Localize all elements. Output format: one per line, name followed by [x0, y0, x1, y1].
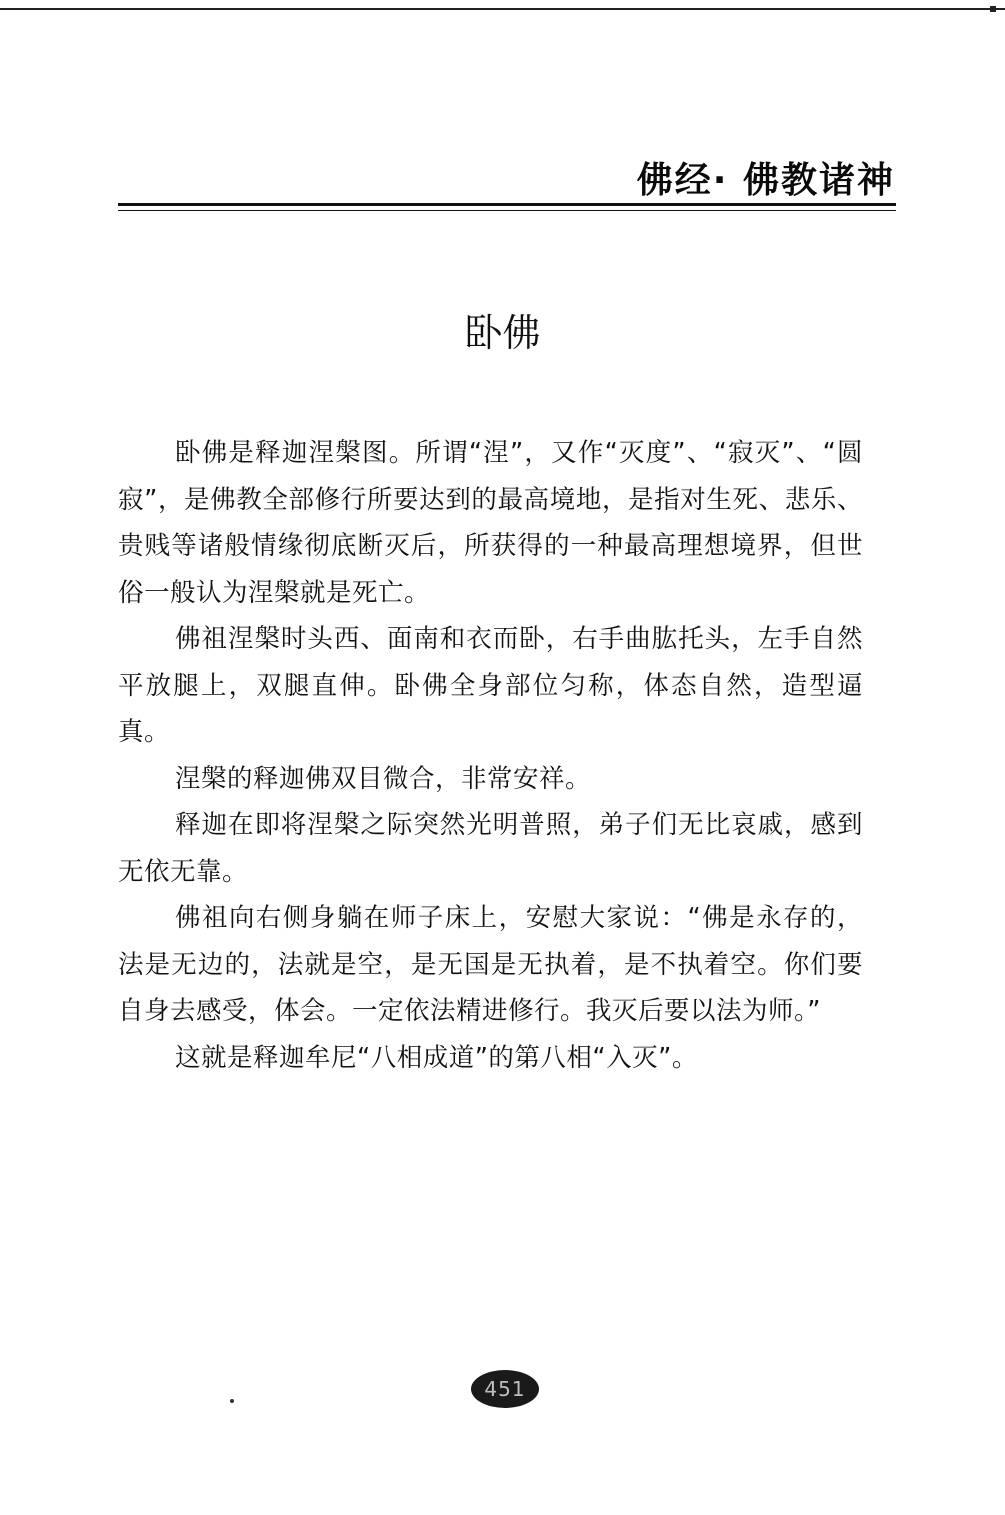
paragraph: 佛祖向右侧身躺在师子床上，安慰大家说：“佛是永存的，法是无边的，法就是空，是无国是无执着，是不执着空。你们要自身去感受，体会。一定依法精进修行。我灭后要以法为师。”	[118, 903, 863, 1026]
paragraph: 卧佛是释迦涅槃图。所谓“涅”，又作“灭度”、“寂灭”、“圆寂”，是佛教全部修行所要达到的最高境地，是指对生死、悲乐、贵贱等诸般情缘彻底断灭后，所获得的一种最高理想境界，但世俗一般认为涅槃就是死亡。	[118, 438, 863, 608]
scan-speck	[230, 1399, 234, 1403]
paragraph: 涅槃的释迦佛双目微合，非常安祥。	[175, 763, 592, 794]
paragraph: 佛祖涅槃时头西、面南和衣而卧，右手曲肱托头，左手自然平放腿上，双腿直伸。卧佛全身部位匀称，体态自然，造型逼真。	[118, 624, 863, 747]
header-rule-thick	[118, 203, 896, 206]
page-number-badge: 451	[471, 1370, 539, 1408]
top-border-mark	[990, 6, 996, 12]
article-body	[118, 430, 863, 1081]
paragraph: 这就是释迦牟尼“八相成道”的第八相“入灭”。	[175, 1042, 698, 1073]
paragraph: 释迦在即将涅槃之际突然光明普照，弟子们无比哀戚，感到无依无靠。	[118, 810, 863, 887]
article-title: 卧佛	[464, 311, 541, 355]
top-border-rule	[0, 8, 1005, 10]
header-rule-thin	[118, 210, 896, 211]
running-header: 佛经· 佛教诸神	[636, 160, 895, 201]
